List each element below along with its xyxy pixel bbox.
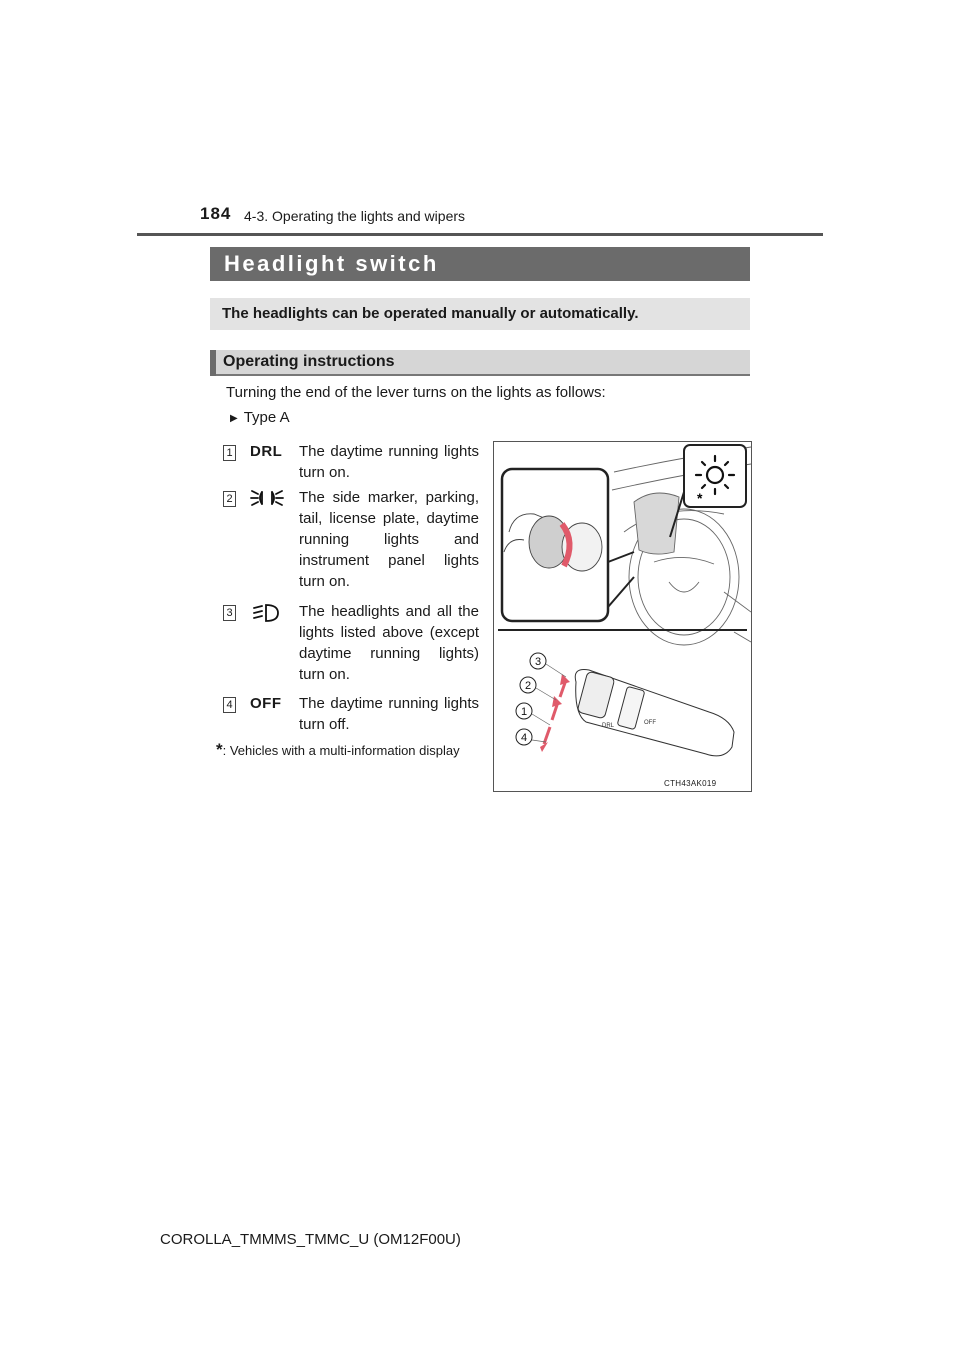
subsection-title: Operating instructions [223,353,395,370]
triangle-bullet-icon: ▶ [230,413,238,424]
page-number: 184 [200,204,232,223]
footnote-asterisk: * [216,740,223,759]
intro-text: The headlights can be operated manually or automatically. [222,305,639,322]
side-marker-lights-icon [250,487,284,514]
section-label: 4-3. Operating the lights and wipers [244,208,466,224]
figure-code: CTH43AK019 [664,779,717,788]
item-description-1: The daytime running lights turn on. [299,443,479,481]
item-description-3: The headlights and all the lights listed above (except daytime running lights) turn on. [299,603,479,683]
lever-drl-label: DRL [602,723,615,729]
footer-model-code: COROLLA_TMMMS_TMMC_U (OM12F00U) [160,1231,461,1248]
title-bar [210,247,750,281]
page-title: Headlight switch [224,251,439,276]
item-number-4: 4 [223,697,236,713]
lead-text: Turning the end of the lever turns on the lights as follows: [226,384,606,401]
footnote-text: : Vehicles with a multi-information display [222,743,460,758]
callout-3: 3 [534,656,542,668]
headlight-lever-illustration [493,441,752,792]
callout-2: 2 [524,680,532,692]
item-number-3: 3 [223,605,236,621]
figure-asterisk: * [697,490,703,506]
callout-4: 4 [520,732,528,744]
lever-off-label: OFF [644,720,656,726]
callout-1: 1 [520,706,528,718]
header-rule [137,233,823,236]
type-label [230,409,290,426]
item-description-2: The side marker, parking, tail, license plate, daytime running lights and instrument panel lights turn on. [299,489,479,590]
headlights-icon [252,602,280,629]
footnote [216,741,480,760]
item-number-1: 1 [223,445,236,461]
subsection-bar [210,350,750,376]
item-number-2: 2 [223,491,236,507]
off-symbol: OFF [250,695,282,712]
type-label-text: Type A [243,409,290,426]
item-description-4: The daytime running lights turn off. [299,695,479,733]
subsection-accent [210,350,216,376]
intro-box [210,298,750,330]
drl-symbol: DRL [250,443,283,460]
